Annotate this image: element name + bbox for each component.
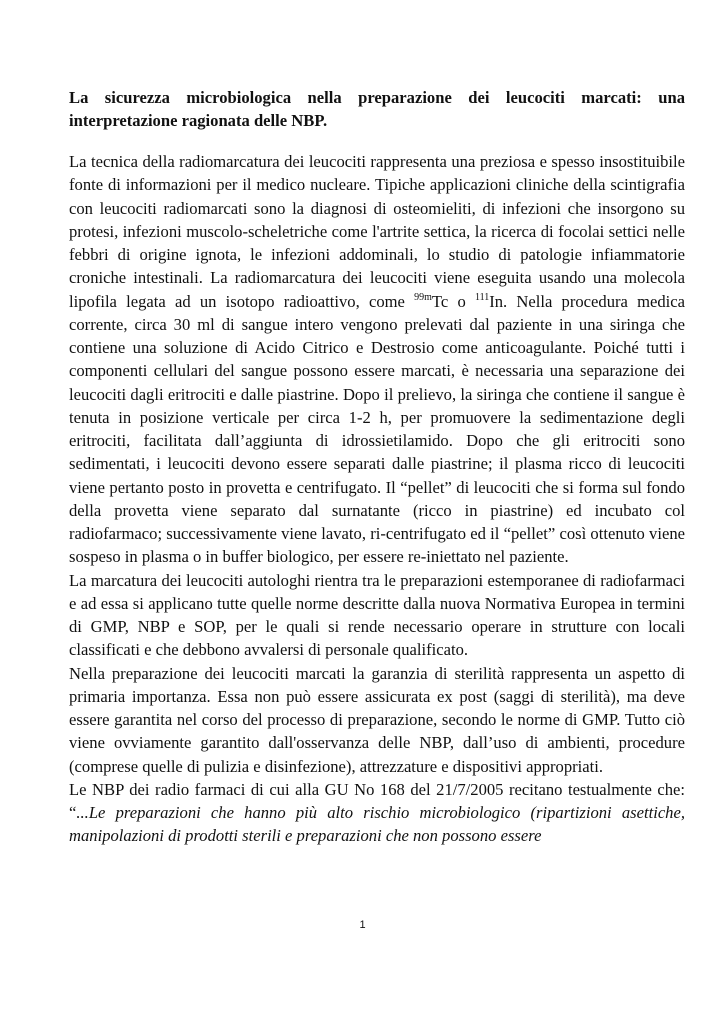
isotope-2-symbol: In bbox=[489, 291, 504, 311]
paragraph-3: Nella preparazione dei leucociti marcati la garanzia di sterilità rappresenta un aspetto di primaria importanza. Essa non può essere assicurata ex post (saggi di sterilità), ma deve essere garantita nel corso del processo di preparazione, secondo le norme di GMP. Tutto ciò viene ovviamente garantito dall'osservanza delle NBP, dall’uso di ambienti, procedure (comprese quelle di pulizia e disinfezione), attrezzature e dispositivi appropriati. bbox=[69, 663, 685, 776]
paragraph-1-text-b: . Nella procedura medica corrente, circa 30 ml di sangue intero vengono prelevati dal paziente in una siringa che contiene una soluzione di Acido Citrico e Destrosio come anticoagulante. Poiché tutti i componenti cellulari del sangue possono essere marcati, è necessaria una separazione dei leucociti dagli eritrociti e dalle piastrine. Dopo il prelievo, la siringa che contiene il sangue è tenuta in posizione verticale per circa 1-2 h, per promuovere la sedimentazione degli eritrociti, facilitata dall’aggiunta di idrossietilamido. Dopo che gli eritrociti sono sedimentati, i leucociti devono essere separati dalle piastrine; il plasma ricco di leucociti viene pertanto posto in provetta e centrifugato. Il “pellet” di leucociti che si forma sul fondo della provetta viene separato dal surnatante (ricco in piastrine) ed incubato col radiofarmaco; successivamente viene lavato, ri-centrifugato ed il “pellet” così ottenuto viene sospeso in plasma o in buffer biologico, per essere re-iniettato nel paziente. bbox=[69, 291, 686, 567]
page-number: 1 bbox=[359, 919, 366, 931]
paragraph-4-text: Le NBP dei radio farmaci di cui alla GU No 168 del 21/7/2005 recitano testualmente che: “ bbox=[69, 779, 685, 822]
document-body bbox=[69, 150, 685, 848]
paragraph-4-quote: ...Le preparazioni che hanno più alto rischio microbiologico (ripartizioni asettiche, manipolazioni di prodotti sterili e preparazioni che non possono essere bbox=[69, 803, 685, 846]
isotope-1-symbol: Tc o bbox=[431, 291, 475, 311]
paragraph-4 bbox=[69, 778, 685, 848]
isotope-1-mass-number: 99m bbox=[414, 291, 432, 303]
document-title: La sicurezza microbiologica nella preparazione dei leucociti marcati: una interpretazione ragionata delle NBP. bbox=[69, 88, 685, 131]
paragraph-1 bbox=[69, 150, 685, 569]
isotope-2-mass-number: 111 bbox=[474, 291, 490, 303]
paragraph-1-text-a: La tecnica della radiomarcatura dei leucociti rappresenta una preziosa e spesso insostituibile fonte di informazioni per il medico nucleare. Tipiche applicazioni cliniche della scintigrafia con leucociti radiomarcati sono la diagnosi di osteomieliti, di infezioni che insorgono su protesi, infezioni muscolo-scheletriche come l'artrite settica, la ricerca di focolai settici nelle febbri di origine ignota, le infezioni addominali, lo studio di patologie infiammatorie croniche intestinali. La radiomarcatura dei leucociti viene eseguita usando una molecola lipofila legata ad un isotopo radioattivo, come bbox=[69, 152, 685, 311]
paragraph-2: La marcatura dei leucociti autologhi rientra tra le preparazioni estemporanee di radiofarmaci e ad essa si applicano tutte quelle norme descritte dalla nuova Normativa Europea in termini di GMP, NBP e SOP, per le quali si rende necessario operare in strutture con locali classificati e che debbono avvalersi di personale qualificato. bbox=[69, 570, 685, 660]
